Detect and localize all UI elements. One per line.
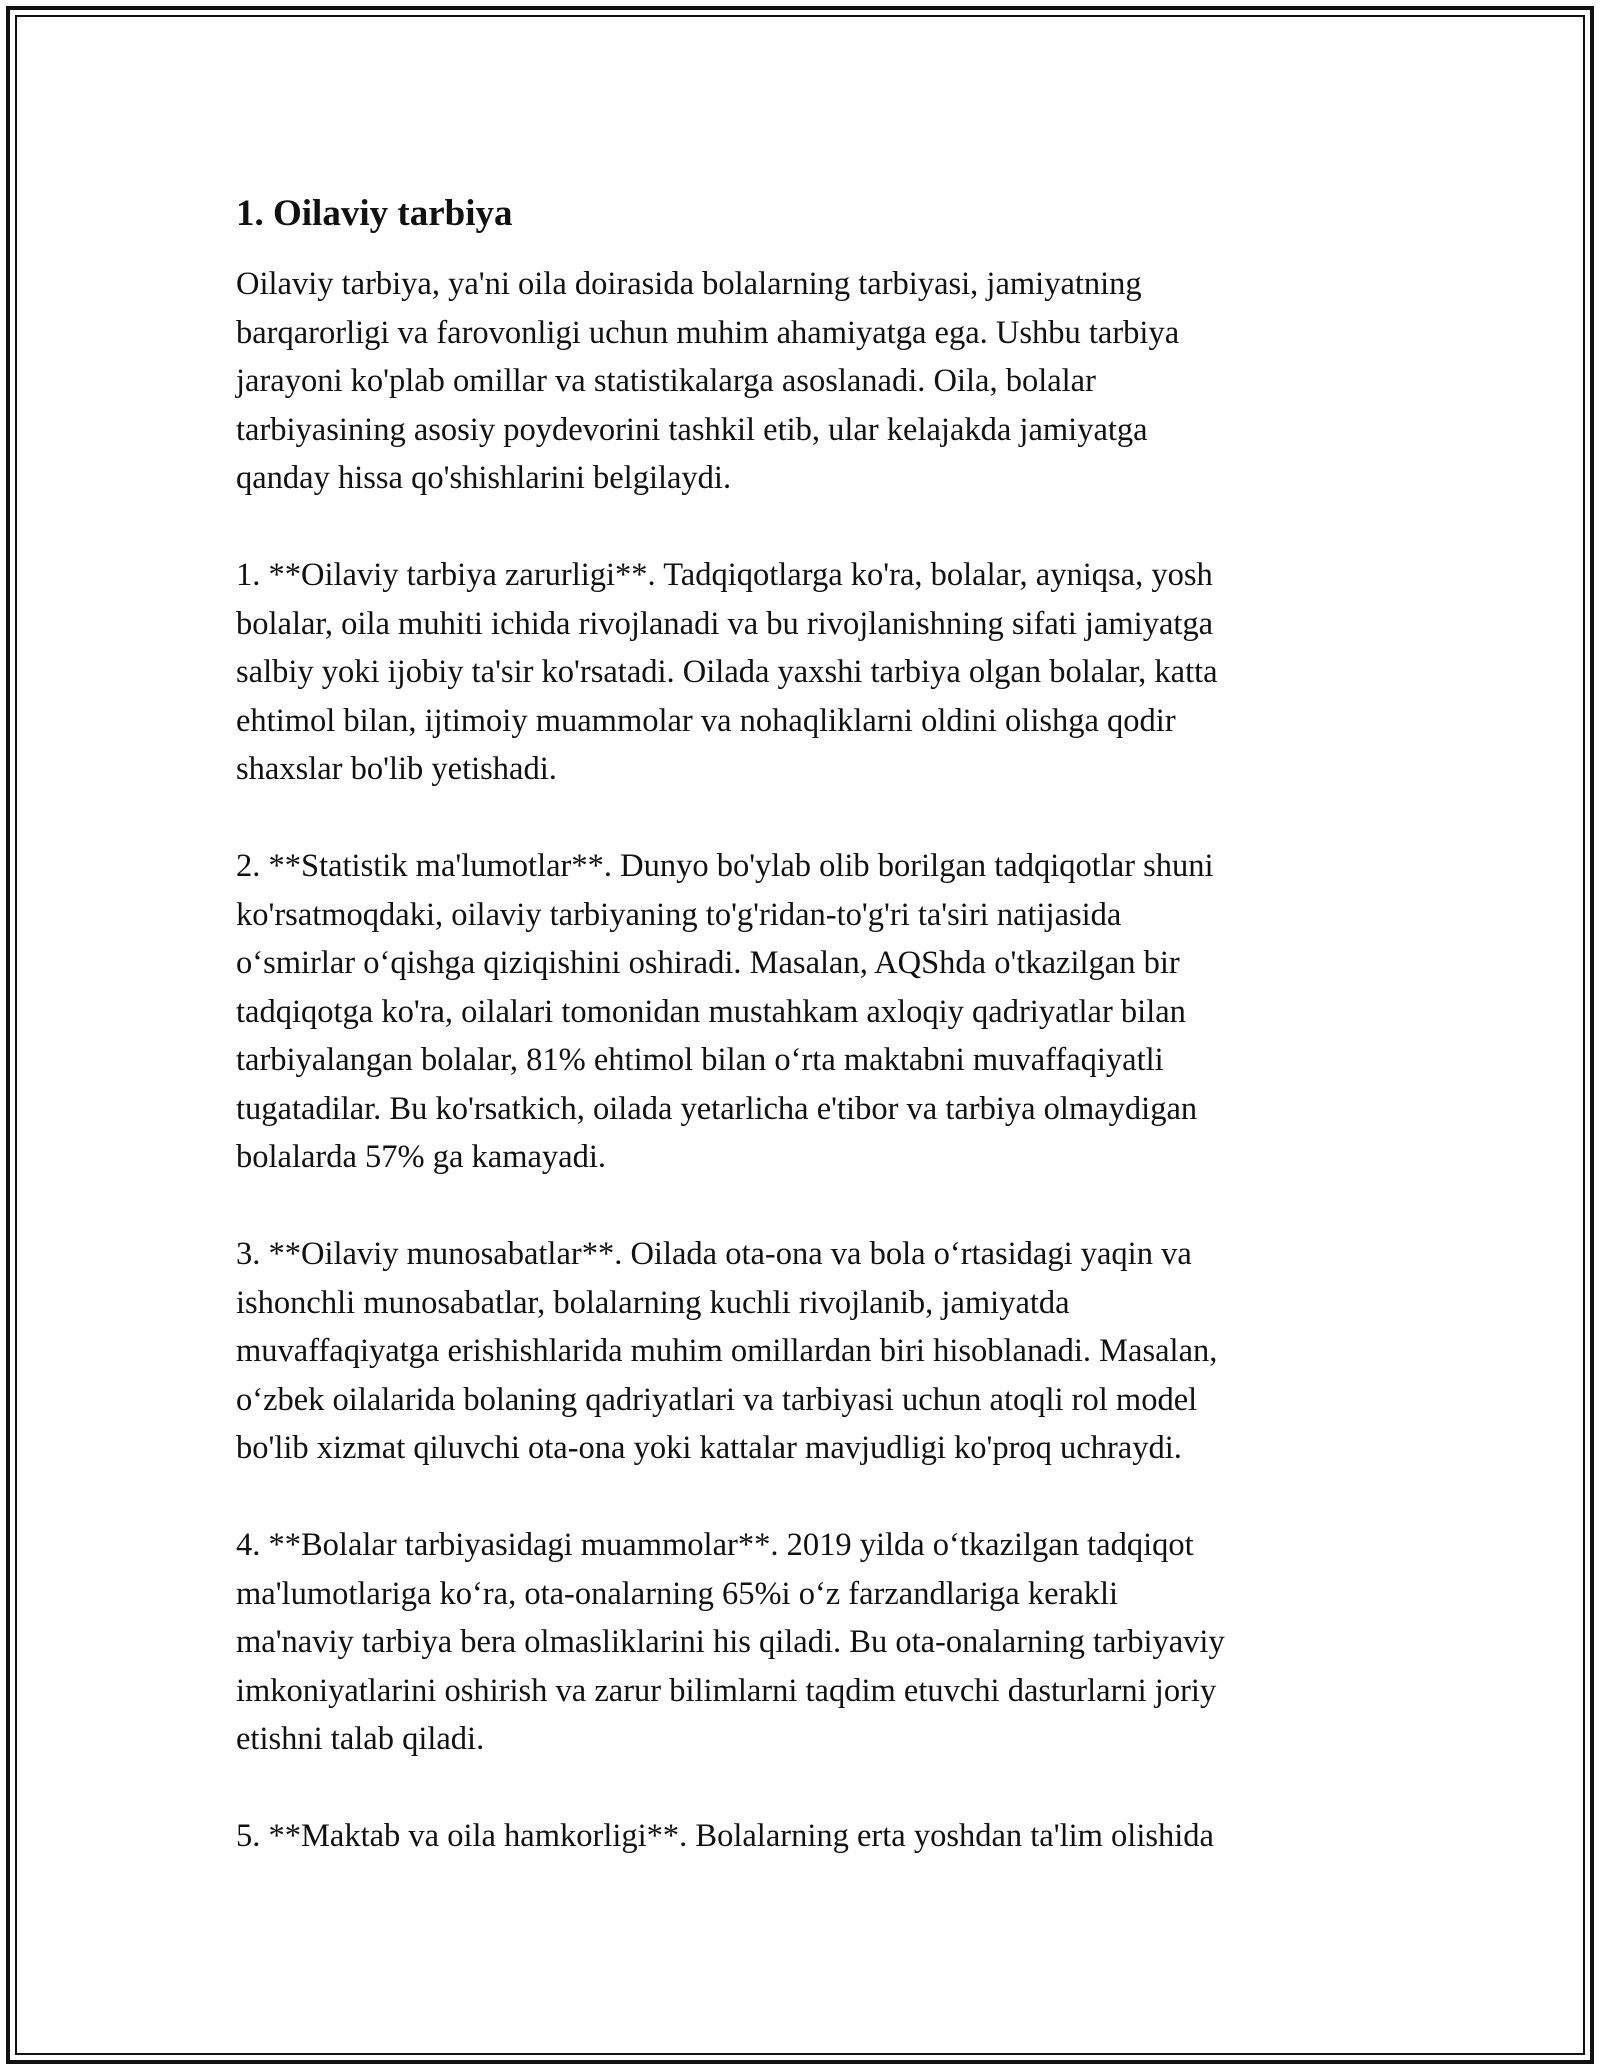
text-line: ma'naviy tarbiya bera olmasliklarini his qiladi. Bu ota-onalarning tarbiyaviy bbox=[236, 1624, 1225, 1660]
text-line: jarayoni ko'plab omillar va statistikalarga asoslanadi. Oila, bolalar bbox=[236, 363, 1096, 399]
section-2-paragraph bbox=[236, 842, 1376, 1182]
text-line: tarbiyasining asosiy poydevorini tashkil etib, ular kelajakda jamiyatga bbox=[236, 411, 1148, 448]
text-line: 3. **Oilaviy munosabatlar**. Oilada ota-ona va bola o‘rtasidagi yaqin va bbox=[236, 1236, 1192, 1272]
text-line: etishni talab qiladi. bbox=[236, 1721, 485, 1757]
text-line: 1. **Oilaviy tarbiya zarurligi**. Tadqiqotlarga ko'ra, bolalar, ayniqsa, yosh bbox=[236, 557, 1213, 593]
text-line: qanday hissa qo'shishlarini belgilaydi. bbox=[236, 460, 732, 496]
text-line: ishonchli munosabatlar, bolalarning kuchli rivojlanib, jamiyatda bbox=[236, 1284, 1070, 1321]
text-line: barqarorligi va farovonligi uchun muhim ahamiyatga ega. Ushbu tarbiya bbox=[236, 314, 1180, 351]
text-line: bolalarda 57% ga kamayadi. bbox=[236, 1139, 606, 1175]
section-1-paragraph bbox=[236, 551, 1376, 794]
text-line: ko'rsatmoqdaki, oilaviy tarbiyaning to'g'ridan-to'g'ri ta'siri natijasida bbox=[236, 896, 1122, 933]
text-line: Oilaviy tarbiya, ya'ni oila doirasida bolalarning tarbiyasi, jamiyatning bbox=[236, 266, 1142, 302]
text-line: tugatadilar. Bu ko'rsatkich, oilada yetarlicha e'tibor va tarbiya olmaydigan bbox=[236, 1090, 1198, 1127]
text-line: ma'lumotlariga ko‘ra, ota-onalarning 65%i o‘z farzandlariga kerakli bbox=[236, 1575, 1119, 1612]
text-line: o‘smirlar o‘qishga qiziqishini oshiradi. Masalan, AQShda o'tkazilgan bir bbox=[236, 945, 1180, 981]
text-line: bo'lib xizmat qiluvchi ota-ona yoki kattalar mavjudligi ko'proq uchraydi. bbox=[236, 1430, 1182, 1466]
text-line: shaxslar bo'lib yetishadi. bbox=[236, 751, 557, 787]
text-line: bolalar, oila muhiti ichida rivojlanadi va bu rivojlanishning sifati jamiyatga bbox=[236, 605, 1214, 642]
text-line: salbiy yoki ijobiy ta'sir ko'rsatadi. Oilada yaxshi tarbiya olgan bolalar, katta bbox=[236, 654, 1218, 690]
text-line: tarbiyalangan bolalar, 81% ehtimol bilan o‘rta maktabni muvaffaqiyatli bbox=[236, 1042, 1164, 1078]
text-line: 2. **Statistik ma'lumotlar**. Dunyo bo'ylab olib borilgan tadqiqotlar shuni bbox=[236, 848, 1214, 884]
text-line: 5. **Maktab va oila hamkorligi**. Bolalarning erta yoshdan ta'lim olishida bbox=[236, 1818, 1214, 1854]
intro-paragraph bbox=[236, 260, 1376, 503]
section-4-paragraph bbox=[236, 1521, 1376, 1764]
document-body bbox=[236, 186, 1376, 1861]
section-5-paragraph bbox=[236, 1812, 1376, 1861]
text-line: o‘zbek oilalarida bolaning qadriyatlari va tarbiyasi uchun atoqli rol model bbox=[236, 1381, 1198, 1418]
text-line: ehtimol bilan, ijtimoiy muammolar va nohaqliklarni oldini olishga qodir bbox=[236, 702, 1176, 739]
text-line: tadqiqotga ko'ra, oilalari tomonidan mustahkam axloqiy qadriyatlar bilan bbox=[236, 993, 1186, 1030]
text-line: 4. **Bolalar tarbiyasidagi muammolar**. 2019 yilda o‘tkazilgan tadqiqot bbox=[236, 1527, 1194, 1563]
section-3-paragraph bbox=[236, 1230, 1376, 1473]
text-line: muvaffaqiyatga erishishlarida muhim omillardan biri hisoblanadi. Masalan, bbox=[236, 1333, 1218, 1369]
text-line: imkoniyatlarini oshirish va zarur bilimlarni taqdim etuvchi dasturlarni joriy bbox=[236, 1672, 1217, 1709]
document-heading: 1. Oilaviy tarbiya bbox=[236, 193, 513, 234]
